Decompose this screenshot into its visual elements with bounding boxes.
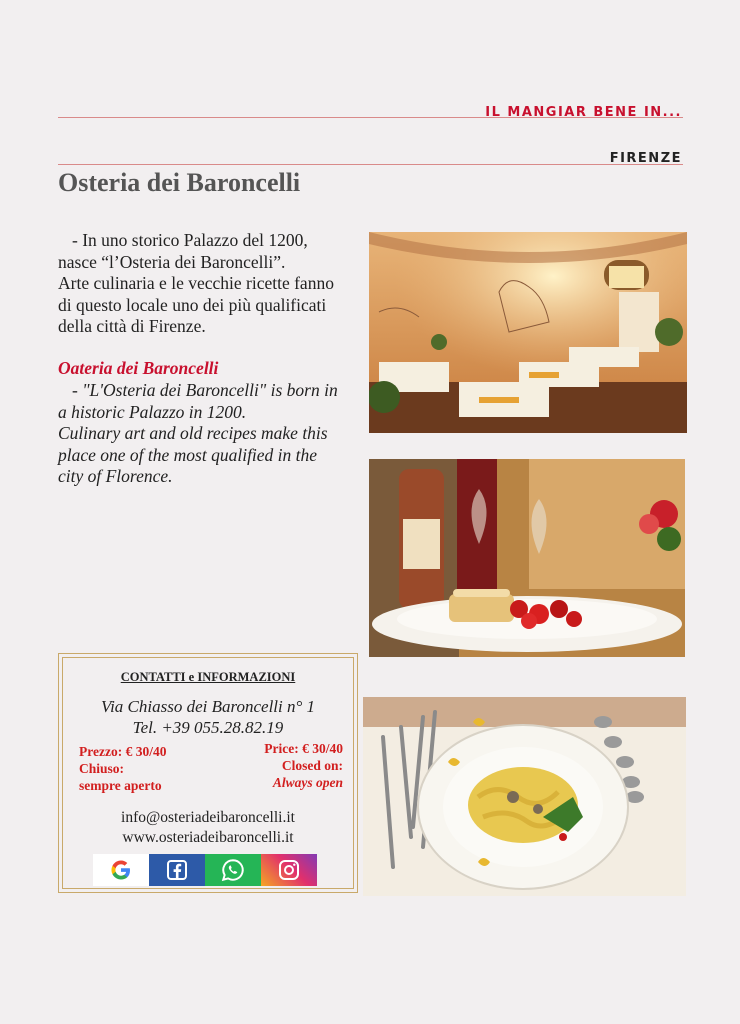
pasta-dish-photo xyxy=(363,697,686,896)
english-description xyxy=(58,380,358,488)
header-city: FIRENZE xyxy=(609,151,682,166)
price-info-italian xyxy=(79,743,166,794)
italian-line: di questo locale uno dei più qualificati xyxy=(58,294,327,315)
contact-links xyxy=(63,808,353,848)
social-bar xyxy=(93,854,317,886)
email-link[interactable]: info@osteriadeibaroncelli.it xyxy=(121,809,295,826)
english-heading: Oateria dei Baroncelli xyxy=(58,358,219,378)
closed-value-english: Always open xyxy=(272,775,343,790)
page-title: Osteria dei Baroncelli xyxy=(58,168,301,197)
contact-box-inner xyxy=(62,657,354,889)
contact-address: Via Chiasso dei Baroncelli n° 1 xyxy=(100,697,316,716)
google-button[interactable] xyxy=(93,854,149,886)
price-english: Price: € 30/40 xyxy=(264,741,343,756)
dessert-photo xyxy=(369,459,685,657)
italian-description xyxy=(58,230,358,338)
english-line: place one of the most qualified in the xyxy=(58,444,318,465)
dining-room-photo xyxy=(369,232,687,433)
italian-line: della città di Firenze. xyxy=(58,316,206,336)
facebook-button[interactable] xyxy=(149,854,205,886)
header-rule-bottom xyxy=(58,164,683,165)
contact-phone[interactable]: Tel. +39 055.28.82.19 xyxy=(132,718,284,737)
facebook-icon xyxy=(165,858,189,882)
website-link[interactable]: www.osteriadeibaroncelli.it xyxy=(122,829,294,846)
closed-value-italian: sempre aperto xyxy=(79,778,162,793)
english-line: city of Florence. xyxy=(58,466,173,486)
contact-box xyxy=(58,653,358,893)
italian-line: nasce “l’Osteria dei Baroncelli”. xyxy=(58,251,286,272)
closed-label-italian: Chiuso: xyxy=(79,761,125,776)
closed-label-english: Closed on: xyxy=(281,758,343,773)
english-line: Culinary art and old recipes make this xyxy=(58,423,328,443)
whatsapp-button[interactable] xyxy=(205,854,261,886)
contact-title: CONTATTI e INFORMAZIONI xyxy=(120,670,296,684)
google-icon xyxy=(109,858,133,882)
english-line: a historic Palazzo in 1200. xyxy=(58,401,247,422)
whatsapp-icon xyxy=(220,857,246,883)
price-italian: Prezzo: € 30/40 xyxy=(79,744,167,759)
italian-line: Arte culinaria e le vecchie ricette fanno xyxy=(58,273,334,293)
instagram-icon xyxy=(277,858,301,882)
header-tag: IL MANGIAR BENE IN... xyxy=(485,105,682,120)
italian-line: - In uno storico Palazzo del 1200, xyxy=(72,230,308,250)
price-info-english xyxy=(264,740,343,791)
contact-address-block xyxy=(63,696,353,738)
english-line: - "L'Osteria dei Baroncelli" is born in xyxy=(72,380,338,400)
instagram-button[interactable] xyxy=(261,854,317,886)
